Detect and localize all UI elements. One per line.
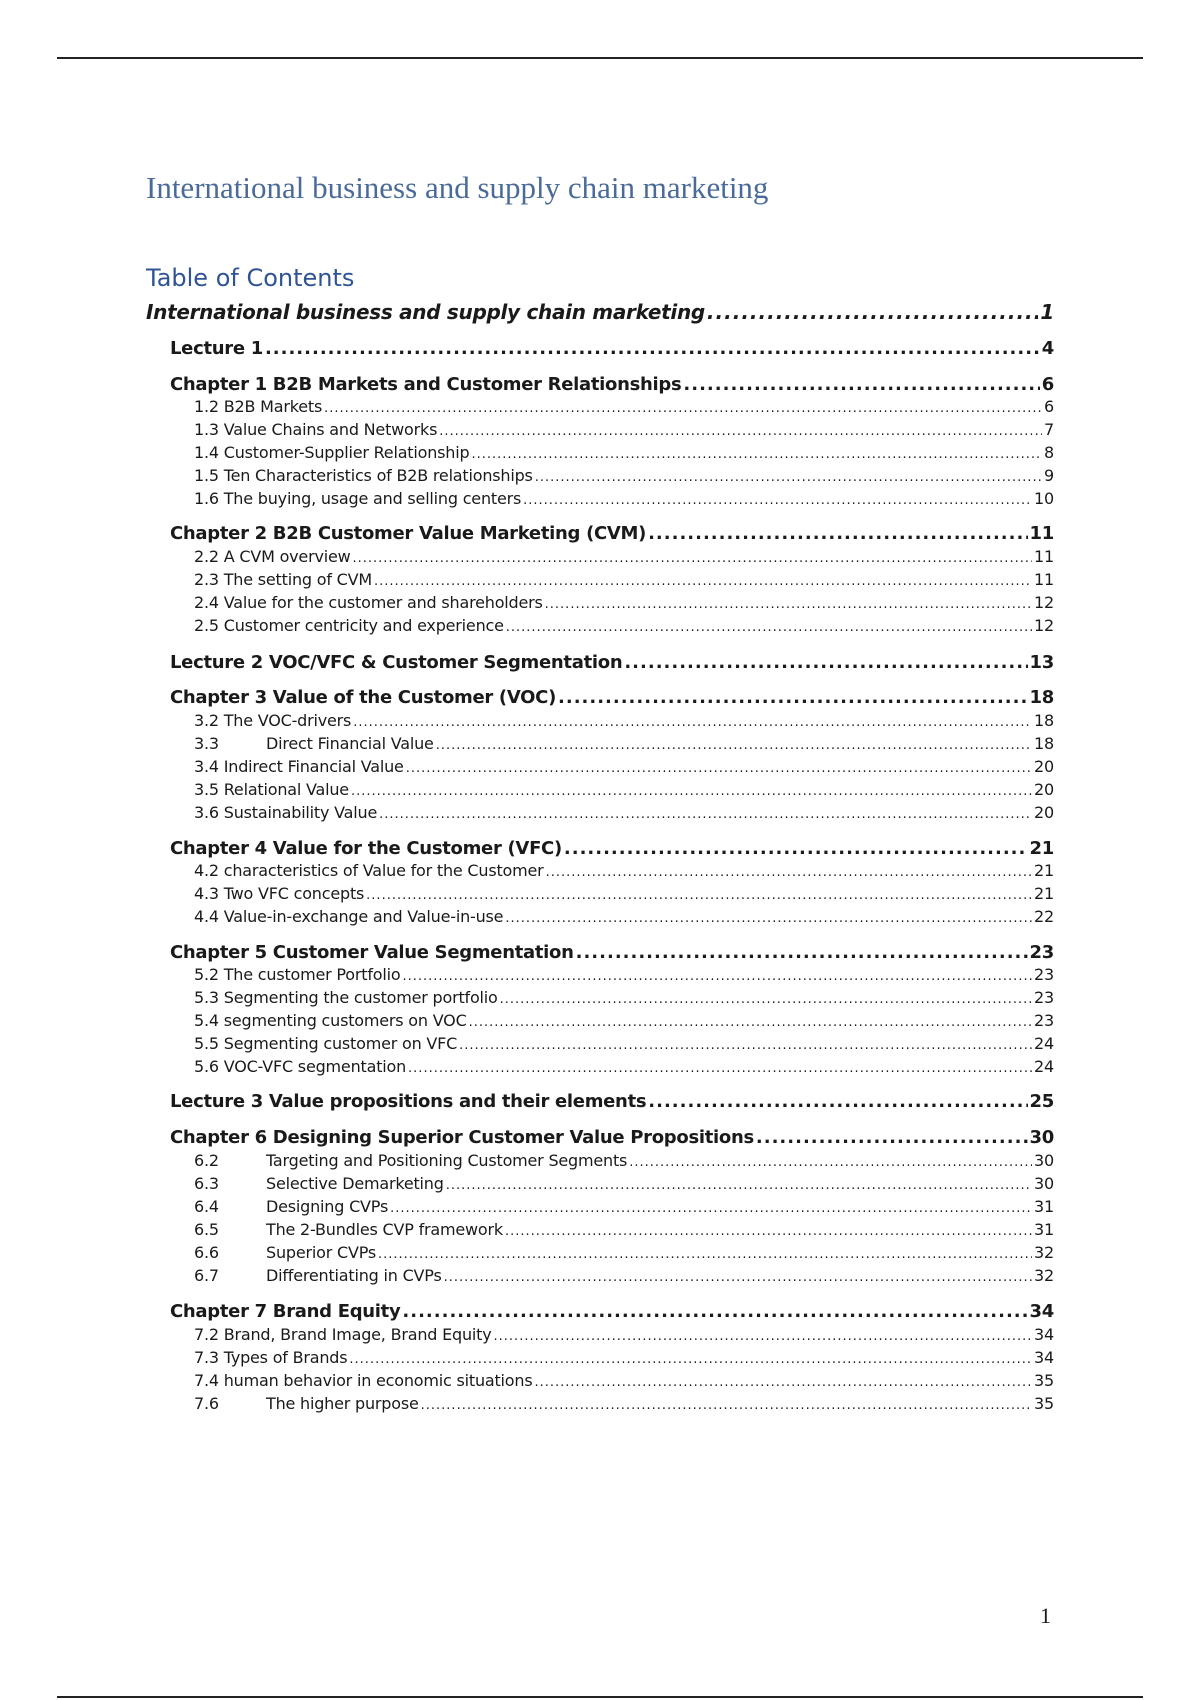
toc-subentry[interactable] <box>194 616 1054 635</box>
toc-dot-leader <box>505 911 1032 926</box>
toc-entry-text: Chapter 1 B2B Markets and Customer Relationships <box>170 374 682 395</box>
toc-page-number: 20 <box>1034 780 1054 799</box>
toc-entry-label <box>170 1091 646 1112</box>
toc-subentry[interactable] <box>194 965 1054 984</box>
toc-entry[interactable] <box>170 1301 1054 1322</box>
toc-subentry[interactable] <box>194 757 1054 776</box>
toc-page-number: 11 <box>1034 547 1054 566</box>
toc-entry-label <box>170 687 556 708</box>
toc-heading: Table of Contents <box>146 264 355 292</box>
toc-entry-label <box>194 803 377 822</box>
toc-dot-leader <box>683 374 1039 395</box>
toc-entry-text: Chapter 3 Value of the Customer (VOC) <box>170 687 557 708</box>
toc-page-number: 21 <box>1034 861 1054 880</box>
toc-entry-label <box>194 1057 406 1076</box>
toc-dot-leader <box>624 652 1027 673</box>
toc-entry-text: The higher purpose <box>266 1394 419 1413</box>
toc-entry-label <box>170 1127 754 1148</box>
toc-entry[interactable] <box>170 687 1054 708</box>
toc-entry-text: 1.4 Customer-Supplier Relationship <box>194 443 470 462</box>
toc-entry-text: 5.4 segmenting customers on VOC <box>194 1011 467 1030</box>
toc-page-number: 23 <box>1034 1011 1054 1030</box>
toc-subentry[interactable] <box>194 397 1054 416</box>
toc-entry-label <box>194 1348 347 1367</box>
toc-entry-text: 3.4 Indirect Financial Value <box>194 757 404 776</box>
toc-dot-leader <box>402 969 1032 984</box>
toc-entry-text: Chapter 4 Value for the Customer (VFC) <box>170 838 562 859</box>
toc-page-number: 32 <box>1034 1266 1054 1285</box>
toc-dot-leader <box>471 447 1042 462</box>
toc-page-number: 23 <box>1029 942 1054 963</box>
toc-dot-leader <box>390 1201 1032 1216</box>
toc-entry-label <box>170 523 646 544</box>
document-title: International business and supply chain marketing <box>146 170 769 205</box>
toc-dot-leader <box>439 424 1042 439</box>
toc-subentry[interactable] <box>194 1174 1054 1193</box>
toc-dot-leader <box>351 784 1032 799</box>
toc-entry-text: 4.4 Value-in-exchange and Value-in-use <box>194 907 504 926</box>
toc-entry-text: 3.6 Sustainability Value <box>194 803 378 822</box>
toc-entry-text: 5.5 Segmenting customer on VFC <box>194 1034 458 1053</box>
toc-dot-leader <box>353 551 1033 566</box>
toc-subentry[interactable] <box>194 1394 1054 1413</box>
toc-entry-label <box>170 374 681 395</box>
toc-entry-text: Lecture 1 <box>170 338 263 359</box>
toc-page-number: 35 <box>1034 1371 1054 1390</box>
toc-entry-label <box>194 757 404 776</box>
toc-dot-leader <box>444 1270 1032 1285</box>
toc-subentry[interactable] <box>194 1057 1054 1076</box>
toc-subentry[interactable] <box>194 734 1054 753</box>
toc-entry[interactable] <box>146 300 1054 324</box>
toc-entry-text: 3.5 Relational Value <box>194 780 349 799</box>
toc-page-number: 24 <box>1034 1057 1054 1076</box>
toc-entry-number: 6.3 <box>194 1174 219 1193</box>
toc-entry-label <box>194 489 521 508</box>
toc-dot-leader <box>648 1091 1027 1112</box>
toc-entry-label <box>194 616 504 635</box>
toc-dot-leader <box>707 300 1038 324</box>
toc-page-number: 21 <box>1034 884 1054 903</box>
toc-dot-leader <box>349 1352 1032 1367</box>
toc-entry-label <box>194 1394 419 1413</box>
toc-entry-text: 5.2 The customer Portfolio <box>194 965 401 984</box>
toc-page-number: 31 <box>1034 1197 1054 1216</box>
toc-entry-number: 6.7 <box>194 1266 219 1285</box>
toc-dot-leader <box>576 942 1028 963</box>
toc-entry-text: 4.3 Two VFC concepts <box>194 884 365 903</box>
toc-page-number: 18 <box>1029 687 1054 708</box>
toc-entry-text: 1.3 Value Chains and Networks <box>194 420 438 439</box>
toc-page-number: 7 <box>1044 420 1054 439</box>
toc-subentry[interactable] <box>194 1243 1054 1262</box>
toc-dot-leader <box>534 1375 1032 1390</box>
toc-entry-text: 5.3 Segmenting the customer portfolio <box>194 988 498 1007</box>
toc-dot-leader <box>436 738 1032 753</box>
toc-entry-text: 2.3 The setting of CVM <box>194 570 372 589</box>
toc-entry-label <box>194 397 322 416</box>
toc-entry-number: 6.4 <box>194 1197 219 1216</box>
toc-page-number: 35 <box>1034 1394 1054 1413</box>
toc-entry-text: The 2-Bundles CVP framework <box>266 1220 503 1239</box>
toc-dot-leader <box>378 1247 1032 1262</box>
toc-dot-leader <box>629 1155 1032 1170</box>
toc-dot-leader <box>353 715 1032 730</box>
toc-entry-text: Selective Demarketing <box>266 1174 444 1193</box>
toc-entry[interactable] <box>170 838 1054 859</box>
toc-entry-text: Lecture 2 VOC/VFC & Customer Segmentation <box>170 652 623 673</box>
toc-entry-label <box>170 942 574 963</box>
toc-entry-text: Chapter 2 B2B Customer Value Marketing (CVM) <box>170 523 647 544</box>
toc-entry[interactable] <box>170 338 1054 359</box>
toc-entry-text: 7.2 Brand, Brand Image, Brand Equity <box>194 1325 492 1344</box>
toc-entry-label <box>194 1011 467 1030</box>
toc-dot-leader <box>406 761 1032 776</box>
toc-dot-leader <box>494 1329 1033 1344</box>
toc-entry-text: 2.2 A CVM overview <box>194 547 351 566</box>
toc-dot-leader <box>366 888 1032 903</box>
toc-subentry[interactable] <box>194 711 1054 730</box>
toc-entry-label <box>146 300 705 324</box>
toc-dot-leader <box>469 1015 1032 1030</box>
toc-entry-text: Direct Financial Value <box>266 734 434 753</box>
toc-page-number: 18 <box>1034 711 1054 730</box>
toc-entry-label <box>194 466 533 485</box>
toc-entry-text: 1.2 B2B Markets <box>194 397 323 416</box>
toc-page-number: 12 <box>1034 593 1054 612</box>
toc-subentry[interactable] <box>194 420 1054 439</box>
toc-subentry[interactable] <box>194 1034 1054 1053</box>
toc-entry-label <box>194 1220 503 1239</box>
toc-dot-leader <box>402 1301 1027 1322</box>
footer-rule <box>57 1696 1143 1698</box>
toc-subentry[interactable] <box>194 1011 1054 1030</box>
toc-subentry[interactable] <box>194 1151 1054 1170</box>
toc-page-number: 1 <box>1040 300 1054 324</box>
toc-dot-leader <box>374 574 1032 589</box>
toc-page-number: 4 <box>1041 338 1054 359</box>
toc-entry[interactable] <box>170 652 1054 673</box>
toc-entry-label <box>170 338 263 359</box>
toc-entry-label <box>194 1266 442 1285</box>
toc-subentry[interactable] <box>194 988 1054 1007</box>
toc-subentry[interactable] <box>194 1197 1054 1216</box>
toc-entry-label <box>194 884 364 903</box>
toc-entry-text: International business and supply chain marketing <box>146 300 705 324</box>
toc-subentry[interactable] <box>194 1348 1054 1367</box>
toc-entry-label <box>194 907 503 926</box>
toc-entry-text: Designing CVPs <box>266 1197 389 1216</box>
toc-page-number: 25 <box>1029 1091 1054 1112</box>
toc-entry-label <box>194 780 349 799</box>
toc-page-number: 34 <box>1029 1301 1054 1322</box>
toc-entry-number: 6.6 <box>194 1243 219 1262</box>
toc-subentry[interactable] <box>194 1220 1054 1239</box>
header-rule <box>57 57 1143 59</box>
toc-entry-number: 6.5 <box>194 1220 219 1239</box>
toc-page-number: 10 <box>1034 489 1054 508</box>
toc-entry-text: 3.2 The VOC-drivers <box>194 711 352 730</box>
toc-dot-leader <box>421 1398 1032 1413</box>
toc-entry-text: Chapter 5 Customer Value Segmentation <box>170 942 574 963</box>
toc-entry-text: Lecture 3 Value propositions and their elements <box>170 1091 647 1112</box>
toc-dot-leader <box>505 1224 1032 1239</box>
toc-page-number: 8 <box>1044 443 1054 462</box>
toc-dot-leader <box>558 687 1028 708</box>
toc-page-number: 24 <box>1034 1034 1054 1053</box>
toc-entry-text: Chapter 7 Brand Equity <box>170 1301 401 1322</box>
toc-entry-text: 7.3 Types of Brands <box>194 1348 348 1367</box>
toc-dot-leader <box>648 523 1027 544</box>
toc-subentry[interactable] <box>194 466 1054 485</box>
toc-entry-label <box>194 1174 444 1193</box>
toc-page-number: 18 <box>1034 734 1054 753</box>
toc-entry-label <box>194 1243 376 1262</box>
toc-dot-leader <box>545 597 1032 612</box>
toc-dot-leader <box>408 1061 1032 1076</box>
toc-dot-leader <box>546 865 1032 880</box>
toc-subentry[interactable] <box>194 1325 1054 1344</box>
toc-entry[interactable] <box>170 523 1054 544</box>
toc-entry-label <box>194 711 351 730</box>
toc-entry-number: 3.3 <box>194 734 219 753</box>
toc-page-number: 30 <box>1029 1127 1054 1148</box>
toc-subentry[interactable] <box>194 1371 1054 1390</box>
toc-entry[interactable] <box>170 374 1054 395</box>
toc-page-number: 23 <box>1034 988 1054 1007</box>
toc-page-number: 11 <box>1034 570 1054 589</box>
toc-dot-leader <box>324 401 1042 416</box>
toc-entry-label <box>170 652 622 673</box>
toc-entry[interactable] <box>170 1091 1054 1112</box>
toc-page-number: 13 <box>1029 652 1054 673</box>
toc-entry-label <box>170 838 562 859</box>
toc-entry-text: Differentiating in CVPs <box>266 1266 442 1285</box>
toc-entry-text: Superior CVPs <box>266 1243 376 1262</box>
toc-page-number: 34 <box>1034 1348 1054 1367</box>
toc-entry-label <box>170 1301 400 1322</box>
toc-entry[interactable] <box>170 942 1054 963</box>
toc-subentry[interactable] <box>194 803 1054 822</box>
toc-dot-leader <box>756 1127 1028 1148</box>
toc-page-number: 20 <box>1034 757 1054 776</box>
toc-entry-label <box>194 570 372 589</box>
toc-dot-leader <box>459 1038 1032 1053</box>
toc-entry[interactable] <box>170 1127 1054 1148</box>
toc-entry-text: 2.4 Value for the customer and shareholders <box>194 593 543 612</box>
toc-entry-label <box>194 1325 492 1344</box>
toc-page-number: 11 <box>1029 523 1054 544</box>
toc-entry-text: Chapter 6 Designing Superior Customer Value Propositions <box>170 1127 754 1148</box>
toc-entry-text: 1.5 Ten Characteristics of B2B relationships <box>194 466 533 485</box>
toc-page-number: 12 <box>1034 616 1054 635</box>
toc-entry-number: 7.6 <box>194 1394 219 1413</box>
toc-entry-text: 2.5 Customer centricity and experience <box>194 616 504 635</box>
toc-entry-label <box>194 547 351 566</box>
toc-entry-label <box>194 593 543 612</box>
toc-subentry[interactable] <box>194 593 1054 612</box>
toc-entry-text: 5.6 VOC-VFC segmentation <box>194 1057 407 1076</box>
toc-dot-leader <box>523 493 1032 508</box>
toc-dot-leader <box>265 338 1040 359</box>
toc-entry-text: Targeting and Positioning Customer Segments <box>266 1151 628 1170</box>
toc-page-number: 23 <box>1034 965 1054 984</box>
toc-subentry[interactable] <box>194 489 1054 508</box>
toc-page-number: 9 <box>1044 466 1054 485</box>
page-number: 1 <box>1040 1603 1051 1628</box>
toc-entry-label <box>194 734 434 753</box>
toc-page-number: 34 <box>1034 1325 1054 1344</box>
toc-dot-leader <box>564 838 1028 859</box>
toc-page-number: 32 <box>1034 1243 1054 1262</box>
toc-page-number: 6 <box>1044 397 1054 416</box>
toc-entry-label <box>194 1034 457 1053</box>
toc-entry-label <box>194 1371 532 1390</box>
toc-subentry[interactable] <box>194 861 1054 880</box>
toc-entry-label <box>194 1197 388 1216</box>
toc-subentry[interactable] <box>194 570 1054 589</box>
toc-entry-label <box>194 965 400 984</box>
toc-dot-leader <box>506 620 1032 635</box>
toc-page-number: 20 <box>1034 803 1054 822</box>
toc-entry-label <box>194 861 544 880</box>
toc-entry-text: 7.4 human behavior in economic situations <box>194 1371 533 1390</box>
toc-page-number: 31 <box>1034 1220 1054 1239</box>
toc-page-number: 30 <box>1034 1174 1054 1193</box>
toc-dot-leader <box>535 470 1042 485</box>
toc-subentry[interactable] <box>194 547 1054 566</box>
toc-subentry[interactable] <box>194 1266 1054 1285</box>
toc-subentry[interactable] <box>194 884 1054 903</box>
toc-subentry[interactable] <box>194 780 1054 799</box>
toc-subentry[interactable] <box>194 907 1054 926</box>
toc-entry-text: 4.2 characteristics of Value for the Customer <box>194 861 544 880</box>
toc-subentry[interactable] <box>194 443 1054 462</box>
toc-entry-label <box>194 420 437 439</box>
toc-entry-label <box>194 1151 627 1170</box>
toc-entry-label <box>194 988 498 1007</box>
toc-entry-label <box>194 443 469 462</box>
toc-page-number: 6 <box>1041 374 1054 395</box>
toc-page-number: 22 <box>1034 907 1054 926</box>
toc-page-number: 30 <box>1034 1151 1054 1170</box>
toc-entry-number: 6.2 <box>194 1151 219 1170</box>
toc-dot-leader <box>379 807 1032 822</box>
toc-page-number: 21 <box>1029 838 1054 859</box>
toc-entry-text: 1.6 The buying, usage and selling centers <box>194 489 522 508</box>
toc-dot-leader <box>500 992 1032 1007</box>
toc-dot-leader <box>446 1178 1032 1193</box>
